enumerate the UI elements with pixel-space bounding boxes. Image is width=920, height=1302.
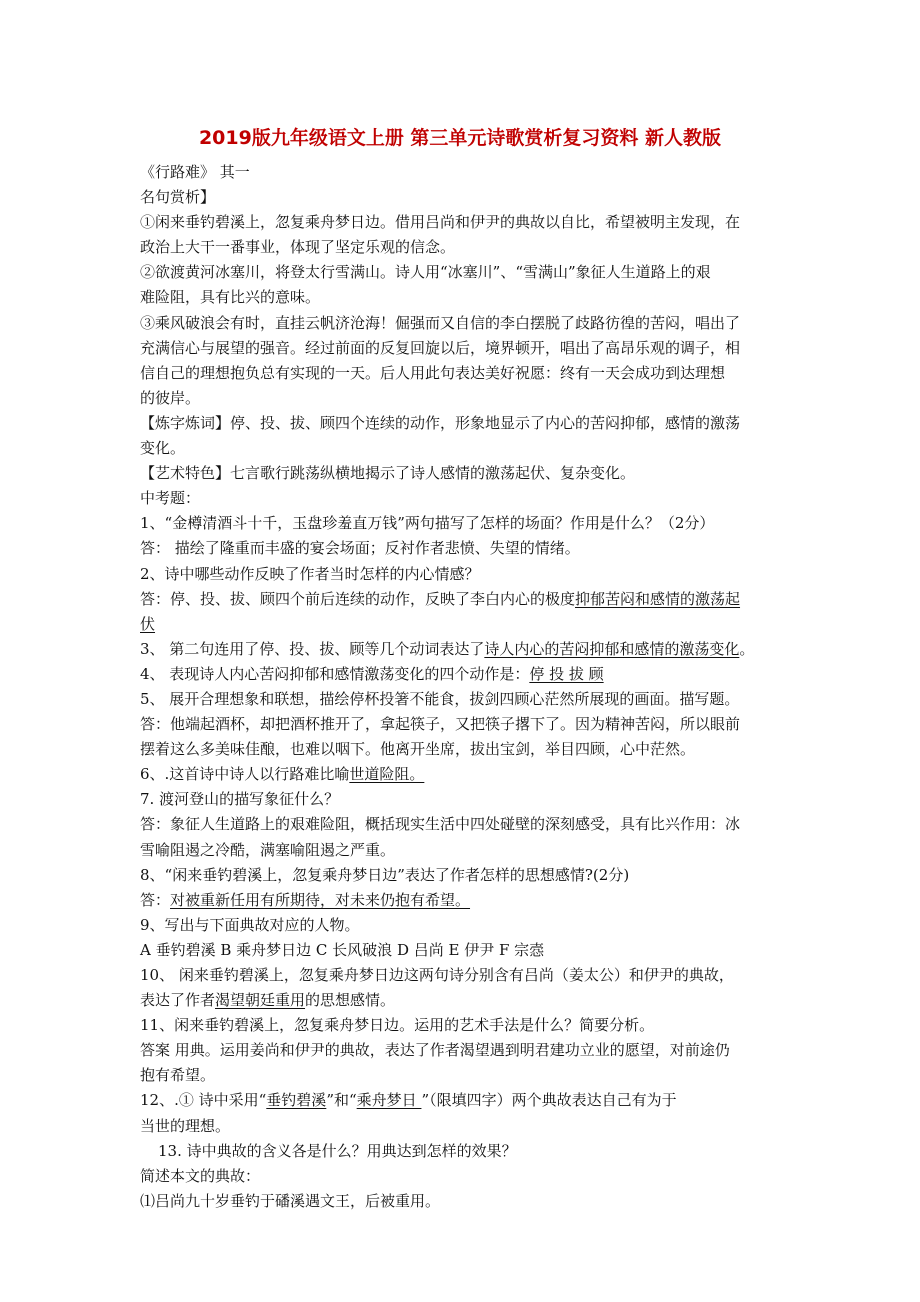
text-line [140, 938, 790, 963]
text-segment: 5、 展开合理想象和联想，描绘停杯投箸不能食，拔剑四顾心茫然所展现的画面。描写题。 [140, 689, 740, 708]
text-line [140, 210, 790, 235]
underlined-answer: 诗人内心的苦闷抑郁和感情的激荡变化 [484, 639, 740, 658]
text-line [140, 1038, 790, 1063]
text-line [140, 336, 790, 361]
text-segment: 答：象征人生道路上的艰难险阻，概括现实生活中四处碰壁的深刻感受，具有比兴作用：冰 [140, 815, 741, 834]
text-segment: 摆着这么多美味佳酿，也难以咽下。他离开坐席，拔出宝剑，举目四顾，心中茫然。 [140, 740, 696, 759]
text-line [140, 637, 790, 662]
text-segment: ”和“ [326, 1091, 357, 1110]
text-segment: 10、 闲来垂钓碧溪上，忽复乘舟梦日边这两句诗分别含有吕尚（姜太公）和伊尹的典故， [140, 966, 734, 984]
text-line [140, 285, 790, 310]
text-line [140, 260, 790, 285]
text-segment: 的彼岸。 [140, 388, 201, 407]
underlined-answer: 伏 [140, 614, 156, 633]
text-line [140, 185, 790, 210]
document-title: 2019版九年级语文上册 第三单元诗歌赏析复习资料 新人教版 [198, 127, 722, 149]
text-segment: 【炼字炼词】停、投、拔、顾四个连续的动作，形象地显示了内心的苦闷抑郁，感情的激荡 [140, 413, 741, 432]
text-segment: 简述本文的典故： [140, 1166, 261, 1185]
text-segment: 答： 描绘了隆重而丰盛的宴会场面；反衬作者悲愤、失望的情绪。 [140, 539, 580, 558]
text-segment: 充满信心与展望的强音。经过前面的反复回旋以后，境界顿开，唱出了高昂乐观的调子，相 [140, 338, 741, 357]
text-segment: 的思想感情。 [305, 991, 396, 1010]
text-line [140, 863, 790, 888]
text-segment: 4、 表现诗人内心苦闷抑郁和感情激荡变化的四个动作是： [140, 664, 530, 683]
text-segment: 雪喻阻遏之冷酷，满塞喻阻遏之严重。 [140, 840, 396, 859]
text-segment: 3、 第二句连用了停、投、拔、顾等几个动词表达了 [140, 639, 485, 658]
text-segment: 6、.这首诗中诗人以行路难比喻 [140, 765, 350, 784]
text-line [140, 963, 790, 988]
text-line [140, 311, 790, 336]
text-line [140, 612, 790, 637]
text-line [140, 511, 790, 536]
text-line [140, 235, 790, 260]
underlined-answer: 垂钓碧溪 [266, 1091, 327, 1110]
text-line [140, 536, 790, 561]
text-segment: 【艺术特色】七言歌行跳荡纵横地揭示了诗人感情的激荡起伏、复杂变化。 [140, 464, 636, 483]
text-segment: 9、写出与下面典故对应的人物。 [140, 915, 360, 934]
text-line [140, 988, 790, 1013]
text-segment: 《行路难》 其一 [140, 163, 250, 181]
text-segment: 2、诗中哪些动作反映了作者当时怎样的内心情感？ [140, 564, 480, 583]
document-body [140, 160, 790, 1214]
underlined-answer: 世道险阻。 [349, 765, 425, 784]
text-line [140, 1013, 790, 1038]
text-line [140, 737, 790, 762]
text-line [140, 1114, 790, 1139]
text-segment: ①闲来垂钓碧溪上，忽复乘舟梦日边。借用吕尚和伊尹的典故以自比，希望被明主发现，在 [140, 213, 741, 232]
text-segment: 抱有希望。 [140, 1066, 216, 1085]
text-line [140, 1088, 790, 1113]
text-line [140, 712, 790, 737]
text-segment: 表达了作者 [140, 991, 216, 1010]
text-line [140, 662, 790, 687]
text-line [140, 562, 790, 587]
text-segment: 答：停、投、拔、顾四个前后连续的动作，反映了李白内心的极度 [140, 589, 576, 608]
underlined-answer: 抑郁苦闷和感情的激荡起 [575, 589, 741, 608]
text-segment: 难险阻，具有比兴的意味。 [140, 288, 321, 307]
text-segment: 。 [739, 639, 755, 658]
text-line [140, 1189, 790, 1214]
text-segment: 7. 渡河登山的描写象征什么？ [140, 790, 340, 809]
text-segment: 13. 诗中典故的含义各是什么？用典达到怎样的效果？ [158, 1141, 517, 1160]
text-line [140, 787, 790, 812]
text-line [140, 888, 790, 913]
text-segment: 当世的理想。 [140, 1116, 231, 1135]
text-segment: 信自己的理想抱负总有实现的一天。后人用此句表达美好祝愿：终有一天会成功到达理想 [140, 363, 726, 382]
text-segment: ⑴吕尚九十岁垂钓于磻溪遇文王，后被重用。 [140, 1191, 441, 1210]
text-segment: 答：他端起酒杯，却把酒杯推开了，拿起筷子，又把筷子撂下了。因为精神苦闷，所以眼前 [140, 715, 741, 734]
underlined-answer: 乘舟梦日 [356, 1091, 422, 1110]
text-line [140, 411, 790, 436]
text-line [140, 461, 790, 486]
underlined-answer: 停 投 拔 顾 [529, 664, 604, 683]
text-line [140, 762, 790, 787]
text-segment: A 垂钓碧溪 B 乘舟梦日边 C 长风破浪 D 吕尚 E 伊尹 F 宗悫 [140, 940, 545, 959]
text-segment: 1、“金樽清酒斗十千，玉盘珍羞直万钱”两句描写了怎样的场面？作用是什么？（2分） [140, 514, 715, 533]
text-segment: 12、.① 诗中采用“ [140, 1091, 267, 1110]
text-line [140, 913, 790, 938]
text-segment: 名句赏析】 [140, 188, 216, 207]
text-line [140, 160, 790, 185]
text-segment: 11、闲来垂钓碧溪上，忽复乘舟梦日边。运用的艺术手法是什么？简要分析。 [140, 1016, 655, 1035]
text-segment: 政治上大干一番事业，体现了坚定乐观的信念。 [140, 238, 456, 257]
text-segment: ③乘风破浪会有时，直挂云帆济沧海！倔强而又自信的李白摆脱了歧路彷徨的苦闷，唱出了 [140, 313, 741, 332]
text-line [140, 838, 790, 863]
text-line [140, 687, 790, 712]
text-line [140, 386, 790, 411]
text-line [140, 587, 790, 612]
text-segment: ”（限填四字）两个典故表达自己有为于 [421, 1091, 677, 1110]
text-segment: 中考题： [140, 489, 201, 508]
text-segment: 答： [140, 890, 171, 909]
text-line [140, 436, 790, 461]
text-segment: ②欲渡黄河冰塞川，将登太行雪满山。诗人用“冰塞川”、“雪满山”象征人生道路上的艰 [140, 263, 711, 282]
text-line [140, 1063, 790, 1088]
text-segment: 8、“闲来垂钓碧溪上，忽复乘舟梦日边”表达了作者怎样的思想感情?(2分) [140, 865, 630, 884]
text-line [140, 1164, 790, 1189]
text-segment: 答案 用典。运用姜尚和伊尹的典故，表达了作者渴望遇到明君建功立业的愿望，对前途仍 [140, 1041, 730, 1060]
text-line [140, 1139, 790, 1164]
text-line [140, 812, 790, 837]
underlined-answer: 对被重新任用有所期待，对未来仍抱有希望。 [170, 890, 471, 909]
text-line [140, 486, 790, 511]
underlined-answer: 渴望朝廷重用 [215, 991, 306, 1010]
text-segment: 变化。 [140, 439, 186, 458]
text-line [140, 361, 790, 386]
